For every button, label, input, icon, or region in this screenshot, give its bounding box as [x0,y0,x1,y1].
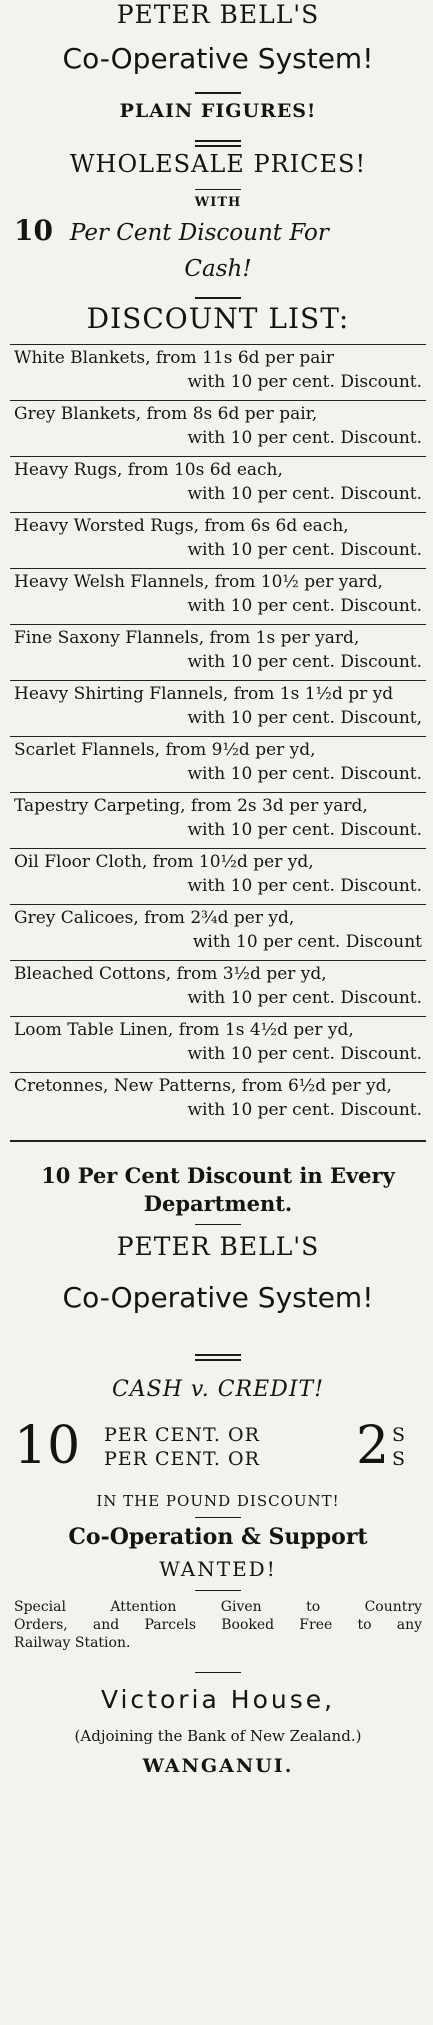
list-item: Oil Floor Cloth, from 10½d per yd, with 10 per cent. Discount. [14,852,422,896]
divider [195,297,241,299]
store-name-footer: PETER BELL'S [116,1232,320,1261]
divider [10,456,426,457]
divider [10,624,426,625]
list-item: Bleached Cottons, from 3½d per yd, with 10 per cent. Discount. [14,964,422,1008]
victoria-house: Victoria House, [100,1685,336,1714]
big-two: 2 [356,1416,390,1476]
percent-block [8,1415,428,1487]
divider [195,1359,241,1361]
cash-label: Cash! [184,256,252,282]
divider [10,904,426,905]
divider [10,400,426,401]
divider [10,1072,426,1073]
list-item: Loom Table Linen, from 1s 4½d per yd, with 10 per cent. Discount. [14,1020,422,1064]
every-department-line2: Department. [143,1191,293,1216]
every-department-line1: 10 Per Cent Discount in Every [41,1163,395,1188]
list-item: Scarlet Flannels, from 9½d per yd, with 10 per cent. Discount. [14,740,422,784]
cash-credit: CASH v. CREDIT! [111,1377,325,1402]
list-item: Cretonnes, New Patterns, from 6½d per yd, with 10 per cent. Discount. [14,1076,422,1120]
divider [195,1517,241,1518]
big-ten: 10 [14,1416,81,1476]
plain-figures: PLAIN FIGURES! [119,100,317,122]
list-item: Fine Saxony Flannels, from 1s per yard, with 10 per cent. Discount. [14,628,422,672]
divider [195,145,241,147]
divider [10,568,426,569]
list-item: White Blankets, from 11s 6d per pair with 10 per cent. Discount. [14,348,422,392]
list-item: Grey Blankets, from 8s 6d per pair, with 10 per cent. Discount. [14,404,422,448]
list-item: Heavy Shirting Flannels, from 1s 1½d pr yd with 10 per cent. Discount, [14,684,422,728]
divider [10,512,426,513]
special-notice: Special Attention Given to Country Orders, and Parcels Booked Free to any Railway Station. [14,1599,422,1651]
divider [10,1016,426,1017]
divider [195,1224,241,1225]
list-item: Grey Calicoes, from 2¾d per yd, with 10 per cent. Discount [14,908,422,952]
shilling-marks: S S [392,1424,406,1470]
discount-number: 10 [14,214,53,247]
list-item: Tapestry Carpeting, from 2s 3d per yard, with 10 per cent. Discount. [14,796,422,840]
cooperation-support: Co-Operation & Support [68,1524,368,1550]
divider [195,1590,241,1591]
per-cent-lines: PER CENT. OR PER CENT. OR [104,1424,260,1470]
divider [10,736,426,737]
list-item: Heavy Welsh Flannels, from 10½ per yard, with 10 per cent. Discount. [14,572,422,616]
system-title: Co-Operative System! [62,42,374,75]
list-item: Heavy Worsted Rugs, from 6s 6d each, with 10 per cent. Discount. [14,516,422,560]
wholesale-prices: WHOLESALE PRICES! [69,150,367,178]
divider [195,92,241,94]
divider [10,680,426,681]
discount-text: Per Cent Discount For [69,220,329,246]
with-label: WITH [194,195,242,210]
divider [10,344,426,345]
divider [10,960,426,961]
divider [195,1354,241,1356]
store-name: PETER BELL'S [116,0,320,29]
wanted: WANTED! [159,1557,277,1581]
divider [10,848,426,849]
system-title-footer: Co-Operative System! [62,1281,374,1314]
divider [195,1672,241,1673]
adjoining-bank: (Adjoining the Bank of New Zealand.) [74,1727,362,1745]
discount-line [8,214,428,247]
divider [10,1140,426,1142]
advertisement [8,0,428,2025]
discount-list-title: DISCOUNT LIST: [86,302,350,335]
divider [10,792,426,793]
pound-discount: IN THE POUND DISCOUNT! [96,1492,340,1510]
divider [195,140,241,142]
divider [195,189,241,190]
town-name: WANGANUI. [142,1755,294,1777]
list-item: Heavy Rugs, from 10s 6d each, with 10 per cent. Discount. [14,460,422,504]
